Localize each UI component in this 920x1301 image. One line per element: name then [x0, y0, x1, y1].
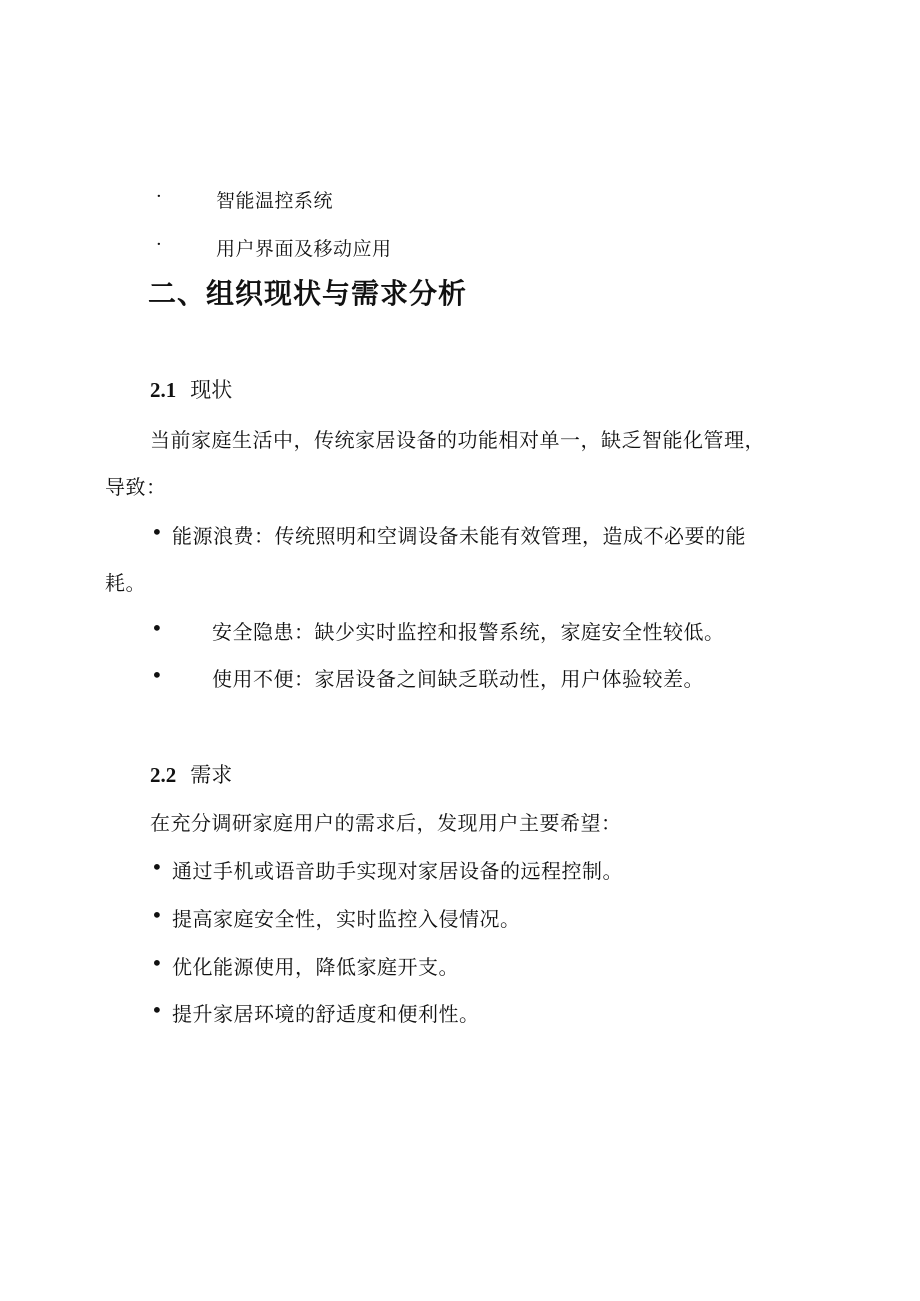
subsection-number: 2.2	[150, 763, 177, 787]
paragraph-line: 在充分调研家庭用户的需求后，发现用户主要希望：	[150, 811, 622, 835]
list-bullet: ·	[156, 234, 162, 255]
subsection-number: 2.1	[150, 378, 177, 402]
list-bullet: ·	[156, 186, 162, 207]
list-item: 用户界面及移动应用	[216, 238, 392, 260]
list-bullet: •	[151, 951, 164, 975]
section-title: 二、组织现状与需求分析	[148, 277, 468, 310]
list-bullet: •	[151, 903, 164, 927]
list-item: 智能温控系统	[216, 190, 334, 212]
list-bullet: •	[151, 663, 164, 687]
list-bullet: •	[151, 520, 164, 544]
list-item: 通过手机或语音助手实现对家居设备的远程控制。	[172, 859, 623, 883]
list-bullet: •	[151, 855, 164, 879]
subsection-title: 现状	[190, 378, 233, 402]
list-item: 能源浪费：传统照明和空调设备未能有效管理，造成不必要的能	[172, 524, 746, 548]
paragraph-line: 导致：	[105, 475, 167, 499]
list-bullet: •	[151, 998, 164, 1022]
list-item: 提升家居环境的舒适度和便利性。	[172, 1002, 480, 1026]
list-item: 优化能源使用，降低家庭开支。	[172, 955, 459, 979]
list-item: 安全隐患：缺少实时监控和报警系统，家庭安全性较低。	[212, 620, 725, 644]
list-bullet: •	[151, 616, 164, 640]
list-item-continuation: 耗。	[105, 571, 146, 595]
list-item: 提高家庭安全性，实时监控入侵情况。	[172, 907, 521, 931]
paragraph-line: 当前家庭生活中，传统家居设备的功能相对单一，缺乏智能化管理，	[150, 428, 765, 452]
list-item: 使用不便：家居设备之间缺乏联动性，用户体验较差。	[212, 667, 704, 691]
subsection-heading-current	[150, 374, 232, 404]
subsection-title: 需求	[190, 763, 233, 787]
subsection-heading-needs	[150, 759, 232, 789]
